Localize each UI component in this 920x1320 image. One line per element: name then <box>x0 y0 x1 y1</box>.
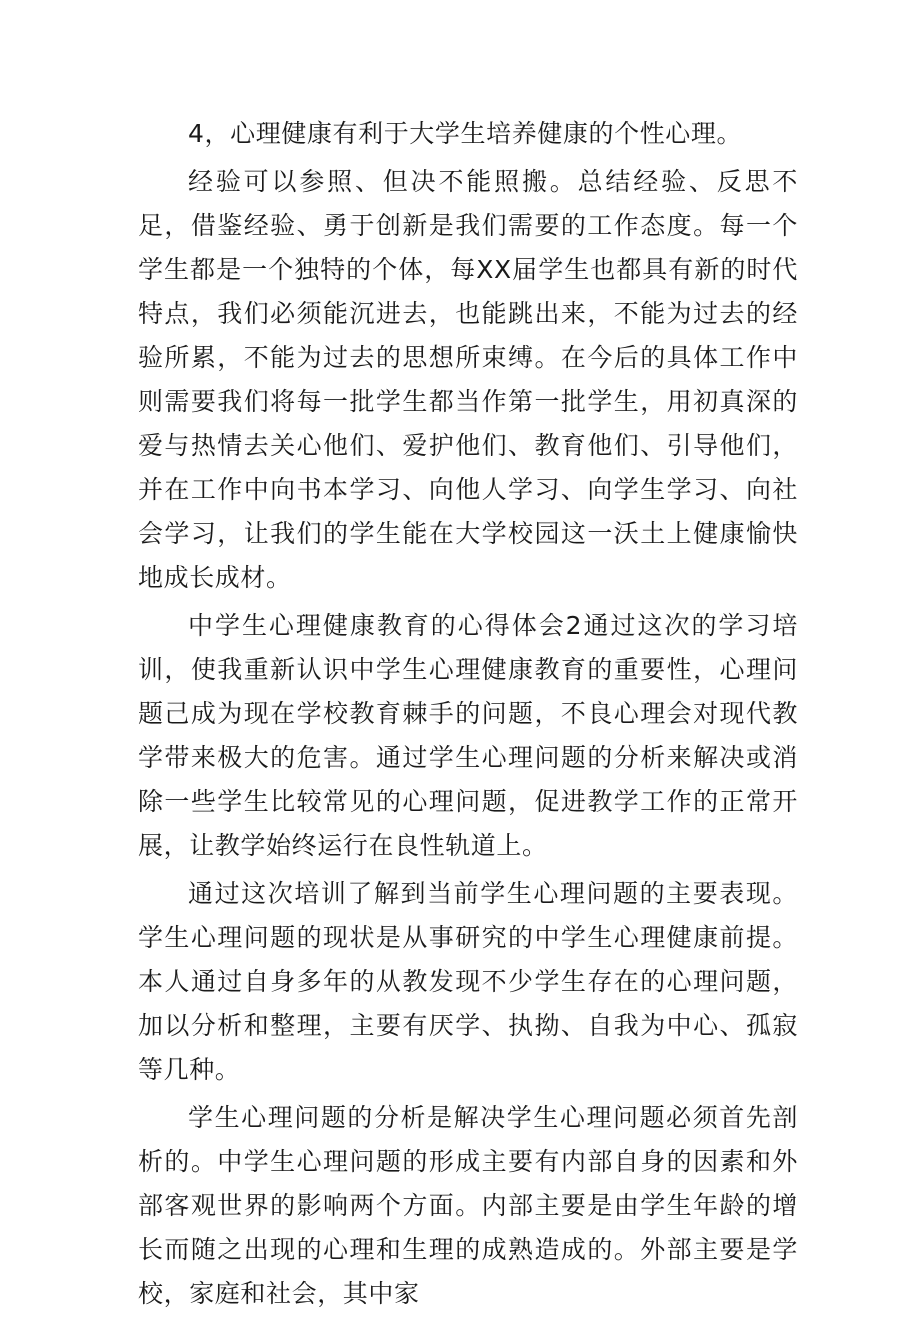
paragraph-4: 通过这次培训了解到当前学生心理问题的主要表现。学生心理问题的现状是从事研究的中学生心理健康前提。本人通过自身多年的从教发现不少学生存在的心理问题，加以分析和整理，主要有厌学、执拗、自我为中心、孤寂等几种。 <box>138 879 798 1084</box>
paragraph-1: 4，心理健康有利于大学生培养健康的个性心理。 <box>188 119 743 148</box>
paragraph-2: 经验可以参照、但决不能照搬。总结经验、反思不足，借鉴经验、勇于创新是我们需要的工作态度。每一个学生都是一个独特的个体，每XX届学生也都具有新的时代特点，我们必须能沉进去，也能跳出来，不能为过去的经验所累，不能为过去的思想所束缚。在今后的具体工作中则需要我们将每一批学生都当作第一批学生，用初真深的爱与热情去关心他们、爱护他们、教育他们、引导他们，并在工作中向书本学习、向他人学习、向学生学习、向社会学习，让我们的学生能在大学校园这一沃土上健康愉快地成长成材。 <box>138 167 798 592</box>
document-body <box>138 112 798 1320</box>
paragraph-5: 学生心理问题的分析是解决学生心理问题必须首先剖析的。中学生心理问题的形成主要有内部自身的因素和外部客观世界的影响两个方面。内部主要是由学生年龄的增长而随之出现的心理和生理的成熟造成的。外部主要是学校，家庭和社会，其中家 <box>138 1103 798 1308</box>
paragraph-3: 中学生心理健康教育的心得体会2通过这次的学习培训，使我重新认识中学生心理健康教育的重要性，心理问题己成为现在学校教育棘手的问题，不良心理会对现代教学带来极大的危害。通过学生心理问题的分析来解决或消除一些学生比较常见的心理问题，促进教学工作的正常开展，让教学始终运行在良性轨道上。 <box>138 611 798 860</box>
